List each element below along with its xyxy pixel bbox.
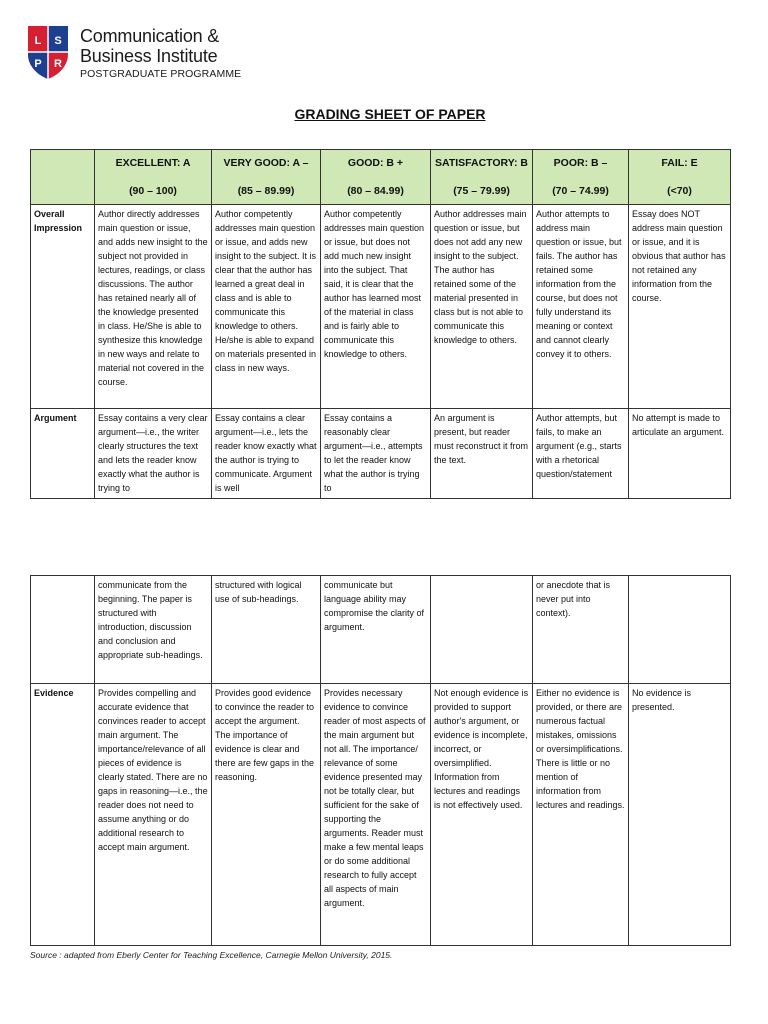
- table-cell: Essay contains a very clear argument—i.e., the writer clearly structures the text and lets the reader know exactly what the author is trying to: [95, 409, 212, 499]
- table-row-overall-impression: [31, 205, 731, 409]
- grading-table-part2: [30, 575, 731, 946]
- table-cell: An argument is present, but reader must reconstruct it from the text.: [431, 409, 533, 499]
- table-cell: Author competently addresses main question or issue, but does not add much new insight into the subject. That said, it is clear that the author has learned most of the material in class and is fairly able to communicate this knowledge to others.: [321, 205, 431, 409]
- table-cell: [629, 576, 731, 684]
- table-cell: Author addresses main question or issue, but does not add any new insight to the subject. The author has retained some of the material presented in class but is not able to communicate this knowledge to others.: [431, 205, 533, 409]
- logo-letter-r: R: [54, 58, 62, 70]
- grade-header-row: [31, 150, 731, 205]
- table-cell: Provides good evidence to convince the reader to accept the argument. The importance of evidence is clear and there are few gaps in the reasoning.: [212, 684, 321, 946]
- logo-letter-s: S: [54, 35, 62, 47]
- table-cell: Essay contains a reasonably clear argument—i.e., attempts to let the reader know what the author is trying to: [321, 409, 431, 499]
- table-cell: Not enough evidence is provided to support author's argument, or evidence is incomplete, incorrect, or oversimplified. Information from lectures and readings is not effectively used.: [431, 684, 533, 946]
- table-cell: Author competently addresses main question or issue, and adds new insight to the subject. It is clear that the author has learned a great deal in class and is able to communicate this knowledge to others. He/she is able to expand on materials presented in class in new ways.: [212, 205, 321, 409]
- row-label: Evidence: [31, 684, 95, 946]
- table-cell: Essay does NOT address main question or issue, and it is obvious that author has not retained any information from the course.: [629, 205, 731, 409]
- brand-name-line2: Business Institute: [80, 46, 218, 66]
- row-label: [31, 576, 95, 684]
- brand-subtitle: POSTGRADUATE PROGRAMME: [80, 68, 242, 80]
- row-label: Argument: [31, 409, 95, 499]
- table-cell: Provides compelling and accurate evidence that convinces reader to accept main argument. The importance/relevance of all pieces of evidence is clearly stated. There are no gaps in reasoning—i.e., the reader does not need to assume anything or do additional research to accept main argument.: [95, 684, 212, 946]
- logo-letter-p: P: [34, 58, 42, 70]
- table-cell: No evidence is presented.: [629, 684, 731, 946]
- grade-header-very-good: VERY GOOD: A – (85 – 89.99): [212, 150, 321, 205]
- grade-header-good: GOOD: B + (80 – 84.99): [321, 150, 431, 205]
- table-cell: communicate from the beginning. The paper is structured with introduction, discussion and conclusion and appropriate sub-headings.: [95, 576, 212, 684]
- source-citation: Source : adapted from Eberly Center for Teaching Excellence, Carnegie Mellon University, 2015.: [30, 950, 393, 960]
- document-title: GRADING SHEET OF PAPER: [294, 106, 486, 122]
- table-cell: Provides necessary evidence to convince reader of most aspects of the main argument but not all. The importance/ relevance of some evidence presented may not be totally clear, but sufficient for the sake of supporting the arguments. Reader must make a few mental leaps or do some additional research to fully accept all aspects of main argument.: [321, 684, 431, 946]
- grade-header-satisfactory: SATISFACTORY: B (75 – 79.99): [431, 150, 533, 205]
- table-cell: communicate but language ability may compromise the clarity of argument.: [321, 576, 431, 684]
- table-row-evidence: [31, 684, 731, 946]
- grade-header-fail: FAIL: E (<70): [629, 150, 731, 205]
- grade-header-excellent: EXCELLENT: A (90 – 100): [95, 150, 212, 205]
- table-cell: Essay contains a clear argument—i.e., lets the reader know exactly what the author is trying to communicate. Argument is well: [212, 409, 321, 499]
- table-cell: [431, 576, 533, 684]
- brand-name-line1: Communication &: [80, 26, 220, 46]
- brand-block: [80, 26, 241, 80]
- table-cell: Author directly addresses main question or issue, and adds new insight to the subject not provided in lectures, readings, or class discussions. The author has retained nearly all of the knowledge presented in class. He/She is able to synthesize this knowledge in new ways and relate to material not covered in the course.: [95, 205, 212, 409]
- table-cell: Either no evidence is provided, or there are numerous factual mistakes, omissions or oversimplifications. There is little or no mention of information from lectures and readings.: [533, 684, 629, 946]
- header-blank-cell: [31, 150, 95, 205]
- grading-table-part1: [30, 149, 731, 499]
- table-cell: Author attempts to address main question or issue, but fails. The author has retained some information from the course, but does not fully understand its meaning or context and cannot clearly convey it to others.: [533, 205, 629, 409]
- grade-header-poor: POOR: B – (70 – 74.99): [533, 150, 629, 205]
- table-cell: No attempt is made to articulate an argument.: [629, 409, 731, 499]
- institute-logo-shield: [24, 24, 72, 80]
- table-cell: Author attempts, but fails, to make an argument (e.g., starts with a rhetorical question/statement: [533, 409, 629, 499]
- row-label: Overall Impression: [31, 205, 95, 409]
- table-cell: structured with logical use of sub-headings.: [212, 576, 321, 684]
- table-row-argument: [31, 409, 731, 499]
- table-row-argument-continued: [31, 576, 731, 684]
- table-cell: or anecdote that is never put into context).: [533, 576, 629, 684]
- logo-letter-l: L: [34, 35, 42, 47]
